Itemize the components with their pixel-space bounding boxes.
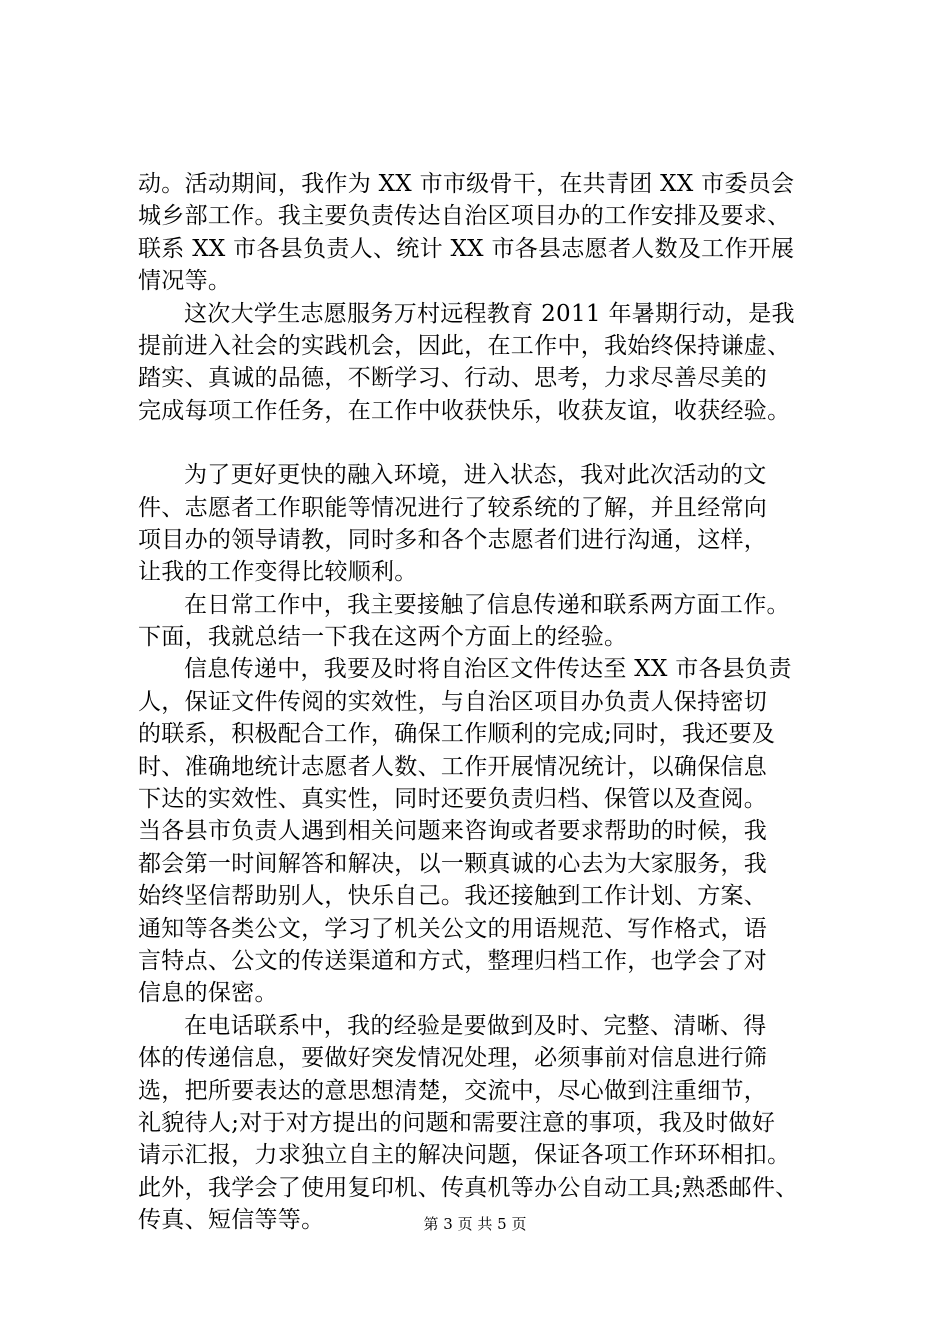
text-line: 件、志愿者工作职能等情况进行了较系统的了解，并且经常向 — [138, 494, 768, 521]
text-line: 人，保证文件传阅的实效性，与自治区项目办负责人保持密切 — [138, 688, 768, 715]
text-line: 让我的工作变得比较顺利。 — [138, 559, 418, 586]
text-line: 此外，我学会了使用复印机、传真机等办公自动工具;熟悉邮件、 — [138, 1174, 799, 1201]
text-line: 体的传递信息，要做好突发情况处理，必须事前对信息进行筛 — [138, 1045, 768, 1072]
text-line: 提前进入社会的实践机会，因此，在工作中，我始终保持谦虚、 — [138, 332, 791, 359]
text-line: 通知等各类公文，学习了机关公文的用语规范、写作格式，语 — [138, 915, 768, 942]
text-line: 传真、短信等等。 — [138, 1207, 325, 1234]
text-line: 为了更好更快的融入环境，进入状态，我对此次活动的文 — [184, 462, 767, 489]
document-body — [138, 168, 828, 1237]
page-number-footer: 第 3 页 共 5 页 — [423, 1215, 527, 1233]
paragraph — [138, 589, 828, 654]
text-line: 在日常工作中，我主要接触了信息传递和联系两方面工作。 — [184, 591, 790, 618]
text-line: 情况等。 — [138, 268, 232, 295]
text-line: 都会第一时间解答和解决，以一颗真诚的心去为大家服务，我 — [138, 850, 768, 877]
text-line: 始终坚信帮助别人，快乐自己。我还接触到工作计划、方案、 — [138, 883, 768, 910]
text-line: 言特点、公文的传送渠道和方式，整理归档工作，也学会了对 — [138, 947, 768, 974]
paragraph — [138, 459, 828, 589]
text-line: 信息的保密。 — [138, 980, 278, 1007]
paragraph — [138, 168, 828, 298]
text-line: 信息传递中，我要及时将自治区文件传达至 XX 市各县负责 — [184, 656, 792, 683]
text-line: 项目办的领导请教，同时多和各个志愿者们进行沟通，这样， — [138, 526, 768, 553]
text-line: 的联系，积极配合工作，确保工作顺利的完成;同时，我还要及 — [138, 721, 776, 748]
paragraph — [138, 1010, 828, 1237]
text-line: 下达的实效性、真实性，同时还要负责归档、保管以及查阅。 — [138, 786, 768, 813]
text-line: 礼貌待人;对于对方提出的问题和需要注意的事项，我及时做好 — [138, 1109, 776, 1136]
text-line: 联系 XX 市各县负责人、统计 XX 市各县志愿者人数及工作开展 — [138, 235, 795, 262]
blank-line — [138, 427, 828, 459]
text-line: 完成每项工作任务，在工作中收获快乐，收获友谊，收获经验。 — [138, 397, 791, 424]
text-line: 选，把所要表达的意思想清楚，交流中，尽心做到注重细节， — [138, 1077, 768, 1104]
text-line: 城乡部工作。我主要负责传达自治区项目办的工作安排及要求、 — [138, 203, 791, 230]
text-line: 踏实、真诚的品德，不断学习、行动、思考，力求尽善尽美的 — [138, 365, 768, 392]
text-line: 下面，我就总结一下我在这两个方面上的经验。 — [138, 624, 628, 651]
paragraph — [138, 653, 828, 1009]
text-line: 时、准确地统计志愿者人数、工作开展情况统计，以确保信息 — [138, 753, 768, 780]
text-line: 在电话联系中，我的经验是要做到及时、完整、清晰、得 — [184, 1012, 767, 1039]
text-line: 动。活动期间，我作为 XX 市市级骨干，在共青团 XX 市委员会 — [138, 171, 795, 197]
paragraph — [138, 298, 828, 428]
text-line: 这次大学生志愿服务万村远程教育 2011 年暑期行动，是我 — [184, 300, 795, 327]
text-line: 当各县市负责人遇到相关问题来咨询或者要求帮助的时候，我 — [138, 818, 768, 845]
text-line: 请示汇报，力求独立自主的解决问题，保证各项工作环环相扣。 — [138, 1142, 791, 1169]
